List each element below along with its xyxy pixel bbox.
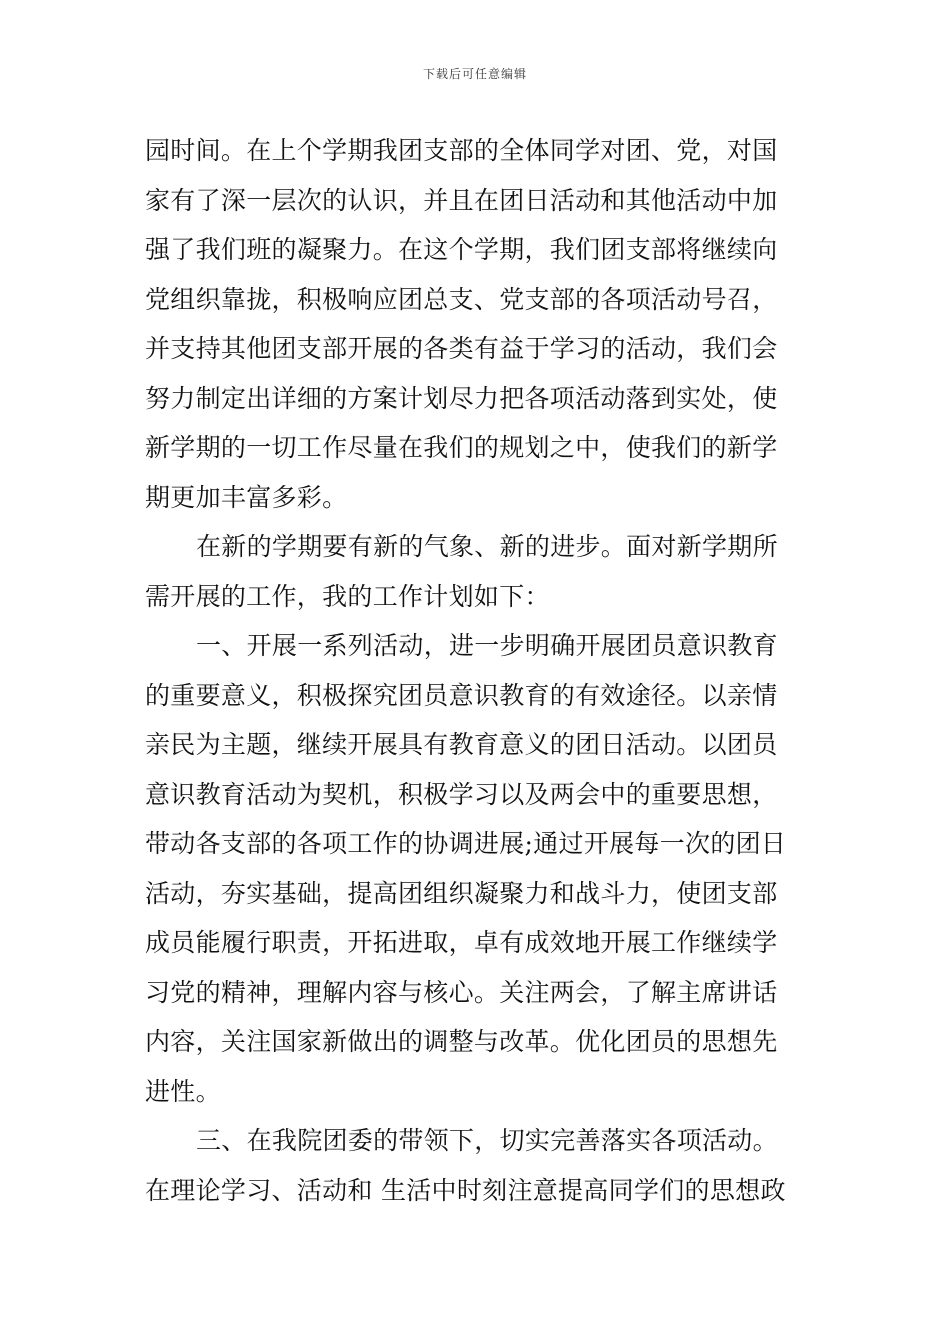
- document-body: [145, 126, 810, 1215]
- text-line: 期更加丰富多彩。: [145, 482, 348, 512]
- text-line: 努力制定出详细的方案计划尽力把各项活动落到实处，使: [145, 383, 778, 413]
- text-line: 家有了深一层次的认识，并且在团日活动和其他活动中加: [145, 185, 778, 215]
- text-line: 带动各支部的各项工作的协调进展;通过开展每一次的团日: [145, 829, 787, 858]
- text-line: 意识教育活动为契机，积极学习以及两会中的重要思想，: [145, 779, 778, 809]
- paragraph-start-line: 三、在我院团委的带领下，切实完善落实各项活动。: [196, 1126, 778, 1155]
- text-line: 进性。: [145, 1076, 221, 1106]
- text-line: 成员能履行职责，开拓进取，卓有成效地开展工作继续学: [145, 928, 778, 957]
- text-line: 的重要意义，积极探究团员意识教育的有效途径。以亲情: [145, 680, 778, 710]
- text-line: 习党的精神，理解内容与核心。关注两会，了解主席讲话: [145, 977, 778, 1007]
- text-line: 需开展的工作，我的工作计划如下：: [145, 581, 550, 611]
- paragraph-start-line: 一、开展一系列活动，进一步明确开展团员意识教育: [196, 631, 778, 660]
- header-note: 下载后可任意编辑: [422, 67, 527, 81]
- text-line: 活动，夯实基础，提高团组织凝聚力和战斗力，使团支部: [145, 878, 778, 908]
- text-line: 园时间。在上个学期我团支部的全体同学对团、党，对国: [145, 136, 778, 165]
- text-line: 党组织靠拢，积极响应团总支、党支部的各项活动号召，: [145, 284, 778, 314]
- text-line: 并支持其他团支部开展的各类有益于学习的活动，我们会: [145, 334, 778, 363]
- text-line: 内容，关注国家新做出的调整与改革。优化团员的思想先: [145, 1027, 778, 1056]
- paragraph-start-line: 在新的学期要有新的气象、新的进步。面对新学期所: [196, 532, 778, 561]
- text-line: 强了我们班的凝聚力。在这个学期，我们团支部将继续向: [145, 235, 778, 264]
- text-line: 亲民为主题，继续开展具有教育意义的团日活动。以团员: [145, 730, 778, 759]
- text-line: 在理论学习、活动和 生活中时刻注意提高同学们的思想政: [145, 1175, 786, 1205]
- text-line: 新学期的一切工作尽量在我们的规划之中，使我们的新学: [145, 433, 778, 462]
